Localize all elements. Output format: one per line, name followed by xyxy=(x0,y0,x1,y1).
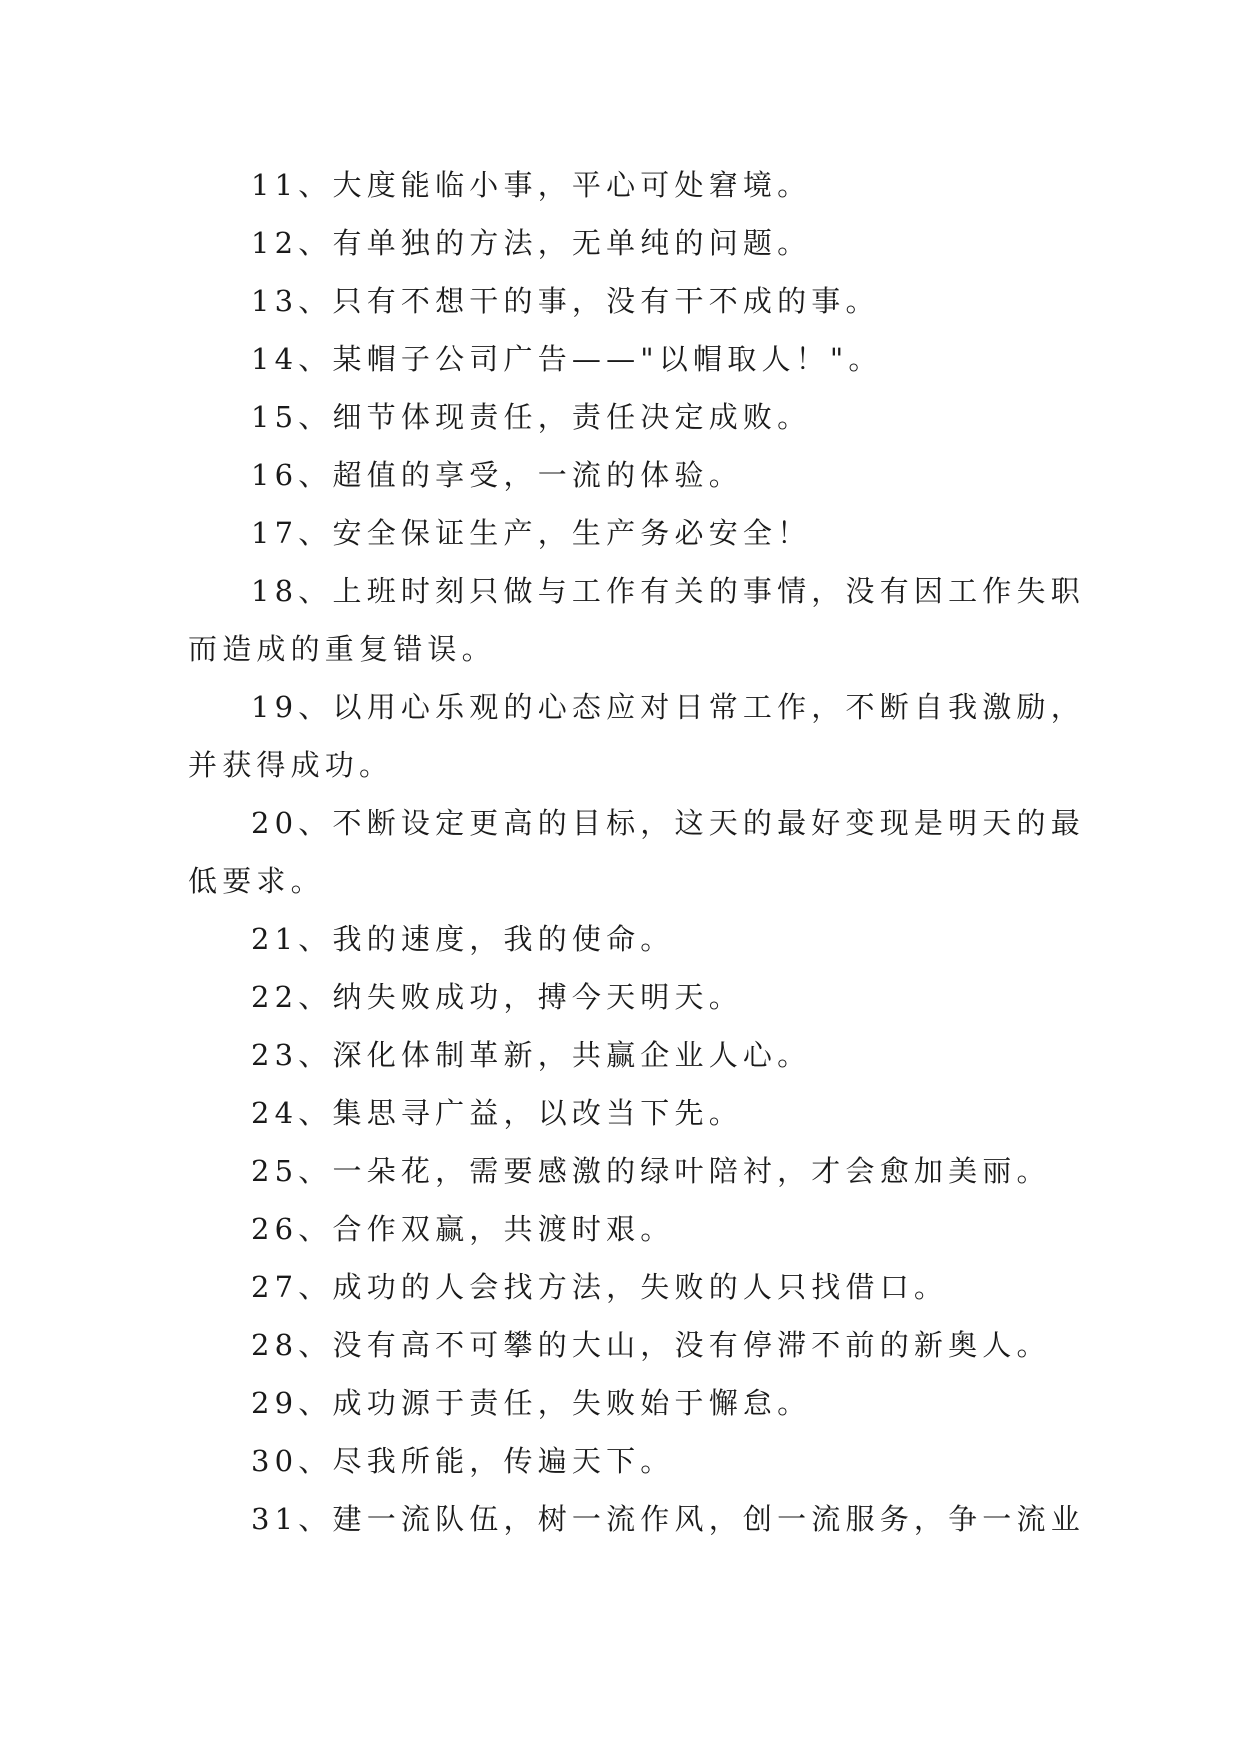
paragraph-line-15: 15、细节体现责任，责任决定成败。 xyxy=(251,400,812,434)
paragraph-line-11: 11、大度能临小事，平心可处窘境。 xyxy=(251,168,812,202)
paragraph-line-25: 25、一朵花，需要感激的绿叶陪衬，才会愈加美丽。 xyxy=(251,1154,1051,1188)
paragraph-line-18-cont: 而造成的重复错误。 xyxy=(188,632,496,666)
paragraph-line-26: 26、合作双赢，共渡时艰。 xyxy=(251,1212,675,1246)
paragraph-line-23: 23、深化体制革新，共赢企业人心。 xyxy=(251,1038,812,1072)
paragraph-line-14: 14、某帽子公司广告——"以帽取人！"。 xyxy=(251,342,883,376)
paragraph-line-24: 24、集思寻广益，以改当下先。 xyxy=(251,1096,743,1130)
paragraph-line-16: 16、超值的享受，一流的体验。 xyxy=(251,458,743,492)
paragraph-line-21: 21、我的速度，我的使命。 xyxy=(251,922,675,956)
paragraph-line-30: 30、尽我所能，传遍天下。 xyxy=(251,1444,675,1478)
paragraph-line-12: 12、有单独的方法，无单纯的问题。 xyxy=(251,226,812,260)
paragraph-line-19: 19、以用心乐观的心态应对日常工作，不断自我激励， xyxy=(251,690,1085,724)
paragraph-line-27: 27、成功的人会找方法，失败的人只找借口。 xyxy=(251,1270,949,1304)
paragraph-line-13: 13、只有不想干的事，没有干不成的事。 xyxy=(251,284,880,318)
paragraph-line-17: 17、安全保证生产，生产务必安全！ xyxy=(251,516,812,550)
paragraph-line-29: 29、成功源于责任，失败始于懈怠。 xyxy=(251,1386,812,1420)
document-body xyxy=(188,156,1085,1548)
paragraph-line-18: 18、上班时刻只做与工作有关的事情，没有因工作失职 xyxy=(251,574,1085,608)
paragraph-line-20-cont: 低要求。 xyxy=(188,864,325,898)
paragraph-line-28: 28、没有高不可攀的大山，没有停滞不前的新奥人。 xyxy=(251,1328,1051,1362)
paragraph-line-19-cont: 并获得成功。 xyxy=(188,748,394,782)
paragraph-line-20: 20、不断设定更高的目标，这天的最好变现是明天的最 xyxy=(251,806,1085,840)
paragraph-line-22: 22、纳失败成功，搏今天明天。 xyxy=(251,980,743,1014)
paragraph-line-31: 31、建一流队伍，树一流作风，创一流服务，争一流业 xyxy=(251,1502,1085,1536)
